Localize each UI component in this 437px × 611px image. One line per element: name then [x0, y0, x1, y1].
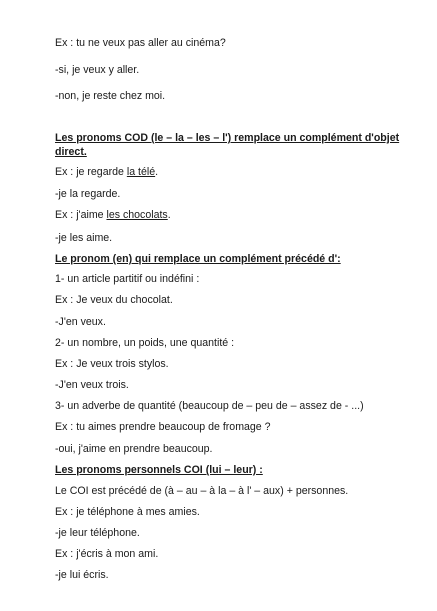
cod-example-2: [55, 209, 417, 222]
en-item-3-example: Ex : tu aimes prendre beaucoup de fromage ?: [55, 421, 271, 433]
en-item-1: 1- un article partitif ou indéfini :: [55, 273, 200, 285]
cod-answer-1: -je la regarde.: [55, 188, 121, 200]
coi-rule: Le COI est précédé de (à – au – à la – à l' – aux) + personnes.: [55, 485, 349, 497]
cod-ex2-prefix: Ex : j'aime: [55, 209, 107, 221]
en-item-2: 2- un nombre, un poids, une quantité :: [55, 337, 235, 349]
cod-example-1: [55, 166, 417, 179]
coi-example-1: Ex : je téléphone à mes amies.: [55, 506, 200, 518]
en-item-3-answer: -oui, j'aime en prendre beaucoup.: [55, 443, 213, 455]
coi-answer-1: -je leur téléphone.: [55, 527, 140, 539]
cod-heading-line1: Les pronoms COD (le – la – les – l') remplace un complément d'objet: [55, 132, 400, 144]
en-item-1-answer: -J'en veux.: [55, 316, 106, 328]
en-item-2-example: Ex : Je veux trois stylos.: [55, 358, 169, 370]
cod-ex2-suffix: .: [167, 209, 171, 221]
answer-yes: -si, je veux y aller.: [55, 64, 140, 76]
coi-example-2: Ex : j'écris à mon ami.: [55, 548, 159, 560]
cod-ex1-underlined: la télé: [126, 166, 156, 178]
coi-answer-2: -je lui écris.: [55, 569, 109, 581]
cod-heading-line2: direct.: [55, 146, 87, 158]
cod-ex1-suffix: .: [155, 166, 159, 178]
en-item-2-answer: -J'en veux trois.: [55, 379, 129, 391]
cod-ex2-underlined: les chocolats: [106, 209, 168, 221]
coi-heading: Les pronoms personnels COI (lui – leur) :: [55, 464, 263, 476]
en-item-1-example: Ex : Je veux du chocolat.: [55, 294, 173, 306]
cod-answer-2: -je les aime.: [55, 232, 113, 244]
cod-ex1-prefix: Ex : je regarde: [55, 166, 127, 178]
example-question: Ex : tu ne veux pas aller au cinéma?: [55, 37, 226, 49]
answer-no: -non, je reste chez moi.: [55, 90, 166, 102]
en-heading: Le pronom (en) qui remplace un complément précédé d':: [55, 253, 341, 265]
en-item-3: 3- un adverbe de quantité (beaucoup de – peu de – assez de - ...): [55, 400, 364, 412]
